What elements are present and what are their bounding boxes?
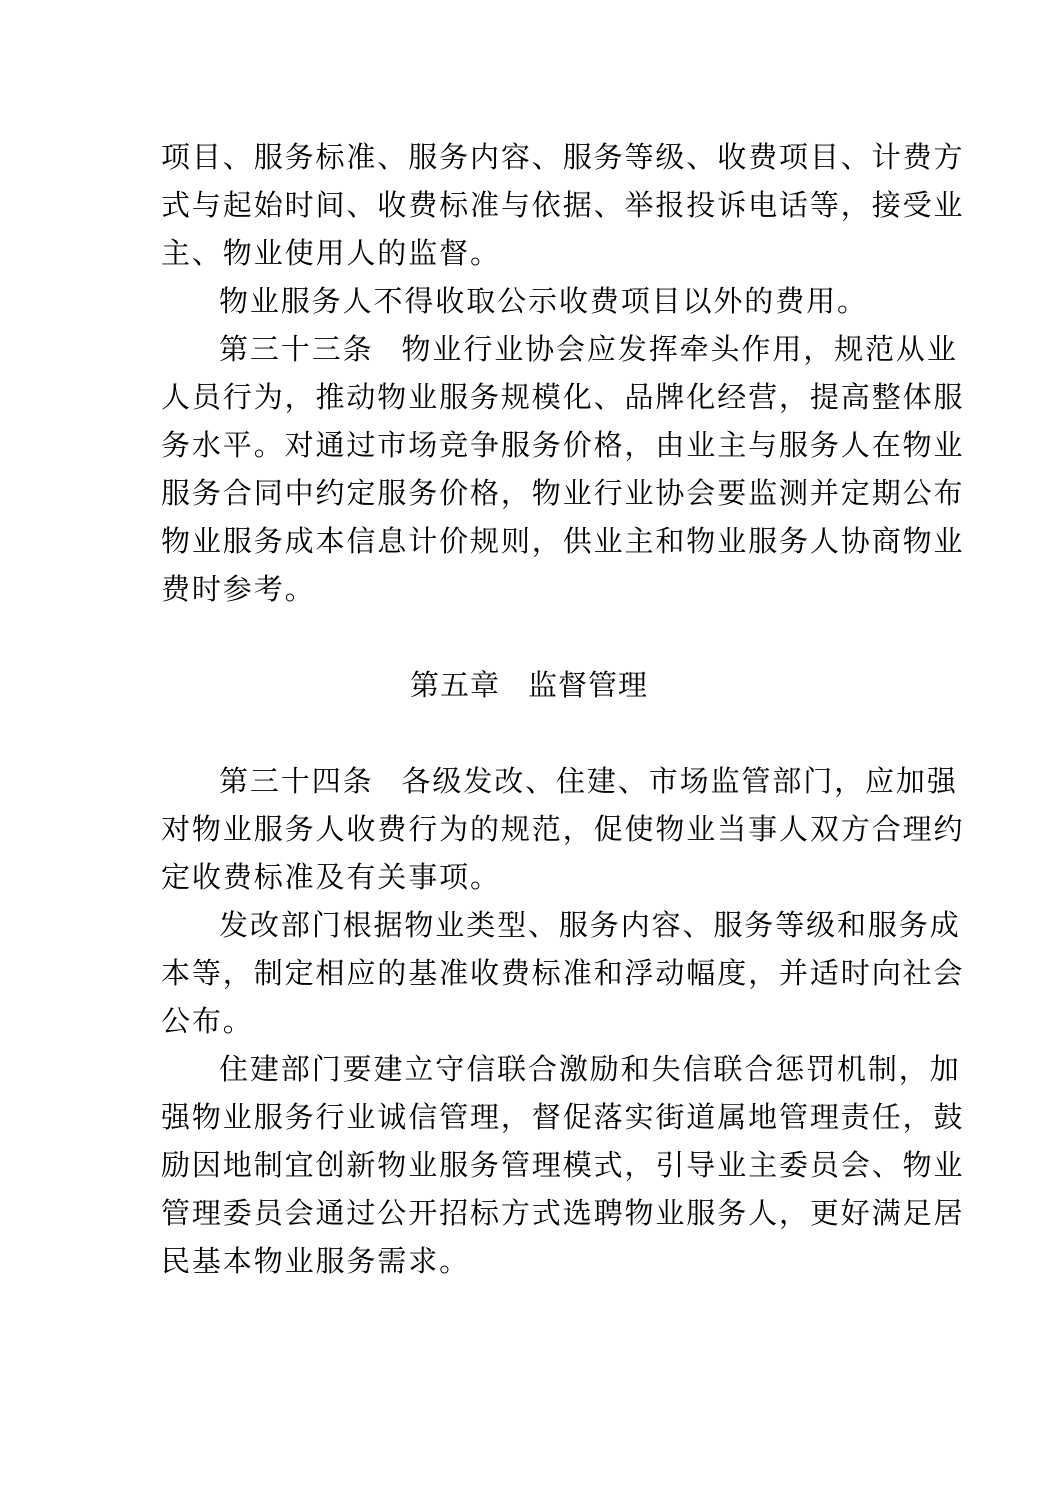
paragraph-line: 本等，制定相应的基准收费标准和浮动幅度，并适时向社会	[161, 956, 965, 990]
paragraph-line: 式与起始时间、收费标准与依据、举报投诉电话等，接受业	[161, 188, 965, 222]
paragraph-line: 物业服务成本信息计价规则，供业主和物业服务人协商物业	[161, 524, 965, 558]
paragraph-line: 对物业服务人收费行为的规范，促使物业当事人双方合理约	[161, 812, 965, 846]
paragraph-line: 项目、服务标准、服务内容、服务等级、收费项目、计费方	[161, 140, 965, 174]
article-34-label: 第三十四条	[219, 764, 374, 798]
article-34-text: 各级发改、住建、市场监管部门，应加强	[401, 764, 958, 798]
article-33-label: 第三十三条	[219, 332, 374, 366]
article-33-text: 物业行业协会应发挥牵头作用，规范从业	[401, 332, 958, 366]
article-33-first-line	[219, 325, 958, 373]
paragraph-line: 人员行为，推动物业服务规模化、品牌化经营，提高整体服	[161, 380, 965, 414]
chapter-number: 第五章	[409, 668, 500, 702]
paragraph-line: 务水平。对通过市场竞争服务价格，由业主与服务人在物业	[161, 428, 965, 462]
article-34-first-line	[219, 757, 958, 805]
paragraph-line: 住建部门要建立守信联合激励和失信联合惩罚机制，加	[219, 1052, 961, 1086]
paragraph-line: 主、物业使用人的监督。	[161, 236, 501, 270]
paragraph-line: 励因地制宜创新物业服务管理模式，引导业主委员会、物业	[161, 1148, 965, 1182]
paragraph-line: 管理委员会通过公开招标方式选聘物业服务人，更好满足居	[161, 1196, 965, 1230]
paragraph-line: 民基本物业服务需求。	[161, 1244, 471, 1278]
paragraph-line: 服务合同中约定服务价格，物业行业协会要监测并定期公布	[161, 476, 965, 510]
paragraph-line: 费时参考。	[161, 572, 316, 606]
chapter-heading	[0, 661, 1058, 709]
chapter-title: 监督管理	[528, 668, 649, 702]
paragraph-line: 定收费标准及有关事项。	[161, 860, 501, 894]
paragraph-line: 公布。	[161, 1004, 254, 1038]
paragraph-line: 物业服务人不得收取公示收费项目以外的费用。	[219, 284, 868, 318]
paragraph-line: 强物业服务行业诚信管理，督促落实街道属地管理责任，鼓	[161, 1100, 965, 1134]
paragraph-line: 发改部门根据物业类型、服务内容、服务等级和服务成	[219, 908, 961, 942]
